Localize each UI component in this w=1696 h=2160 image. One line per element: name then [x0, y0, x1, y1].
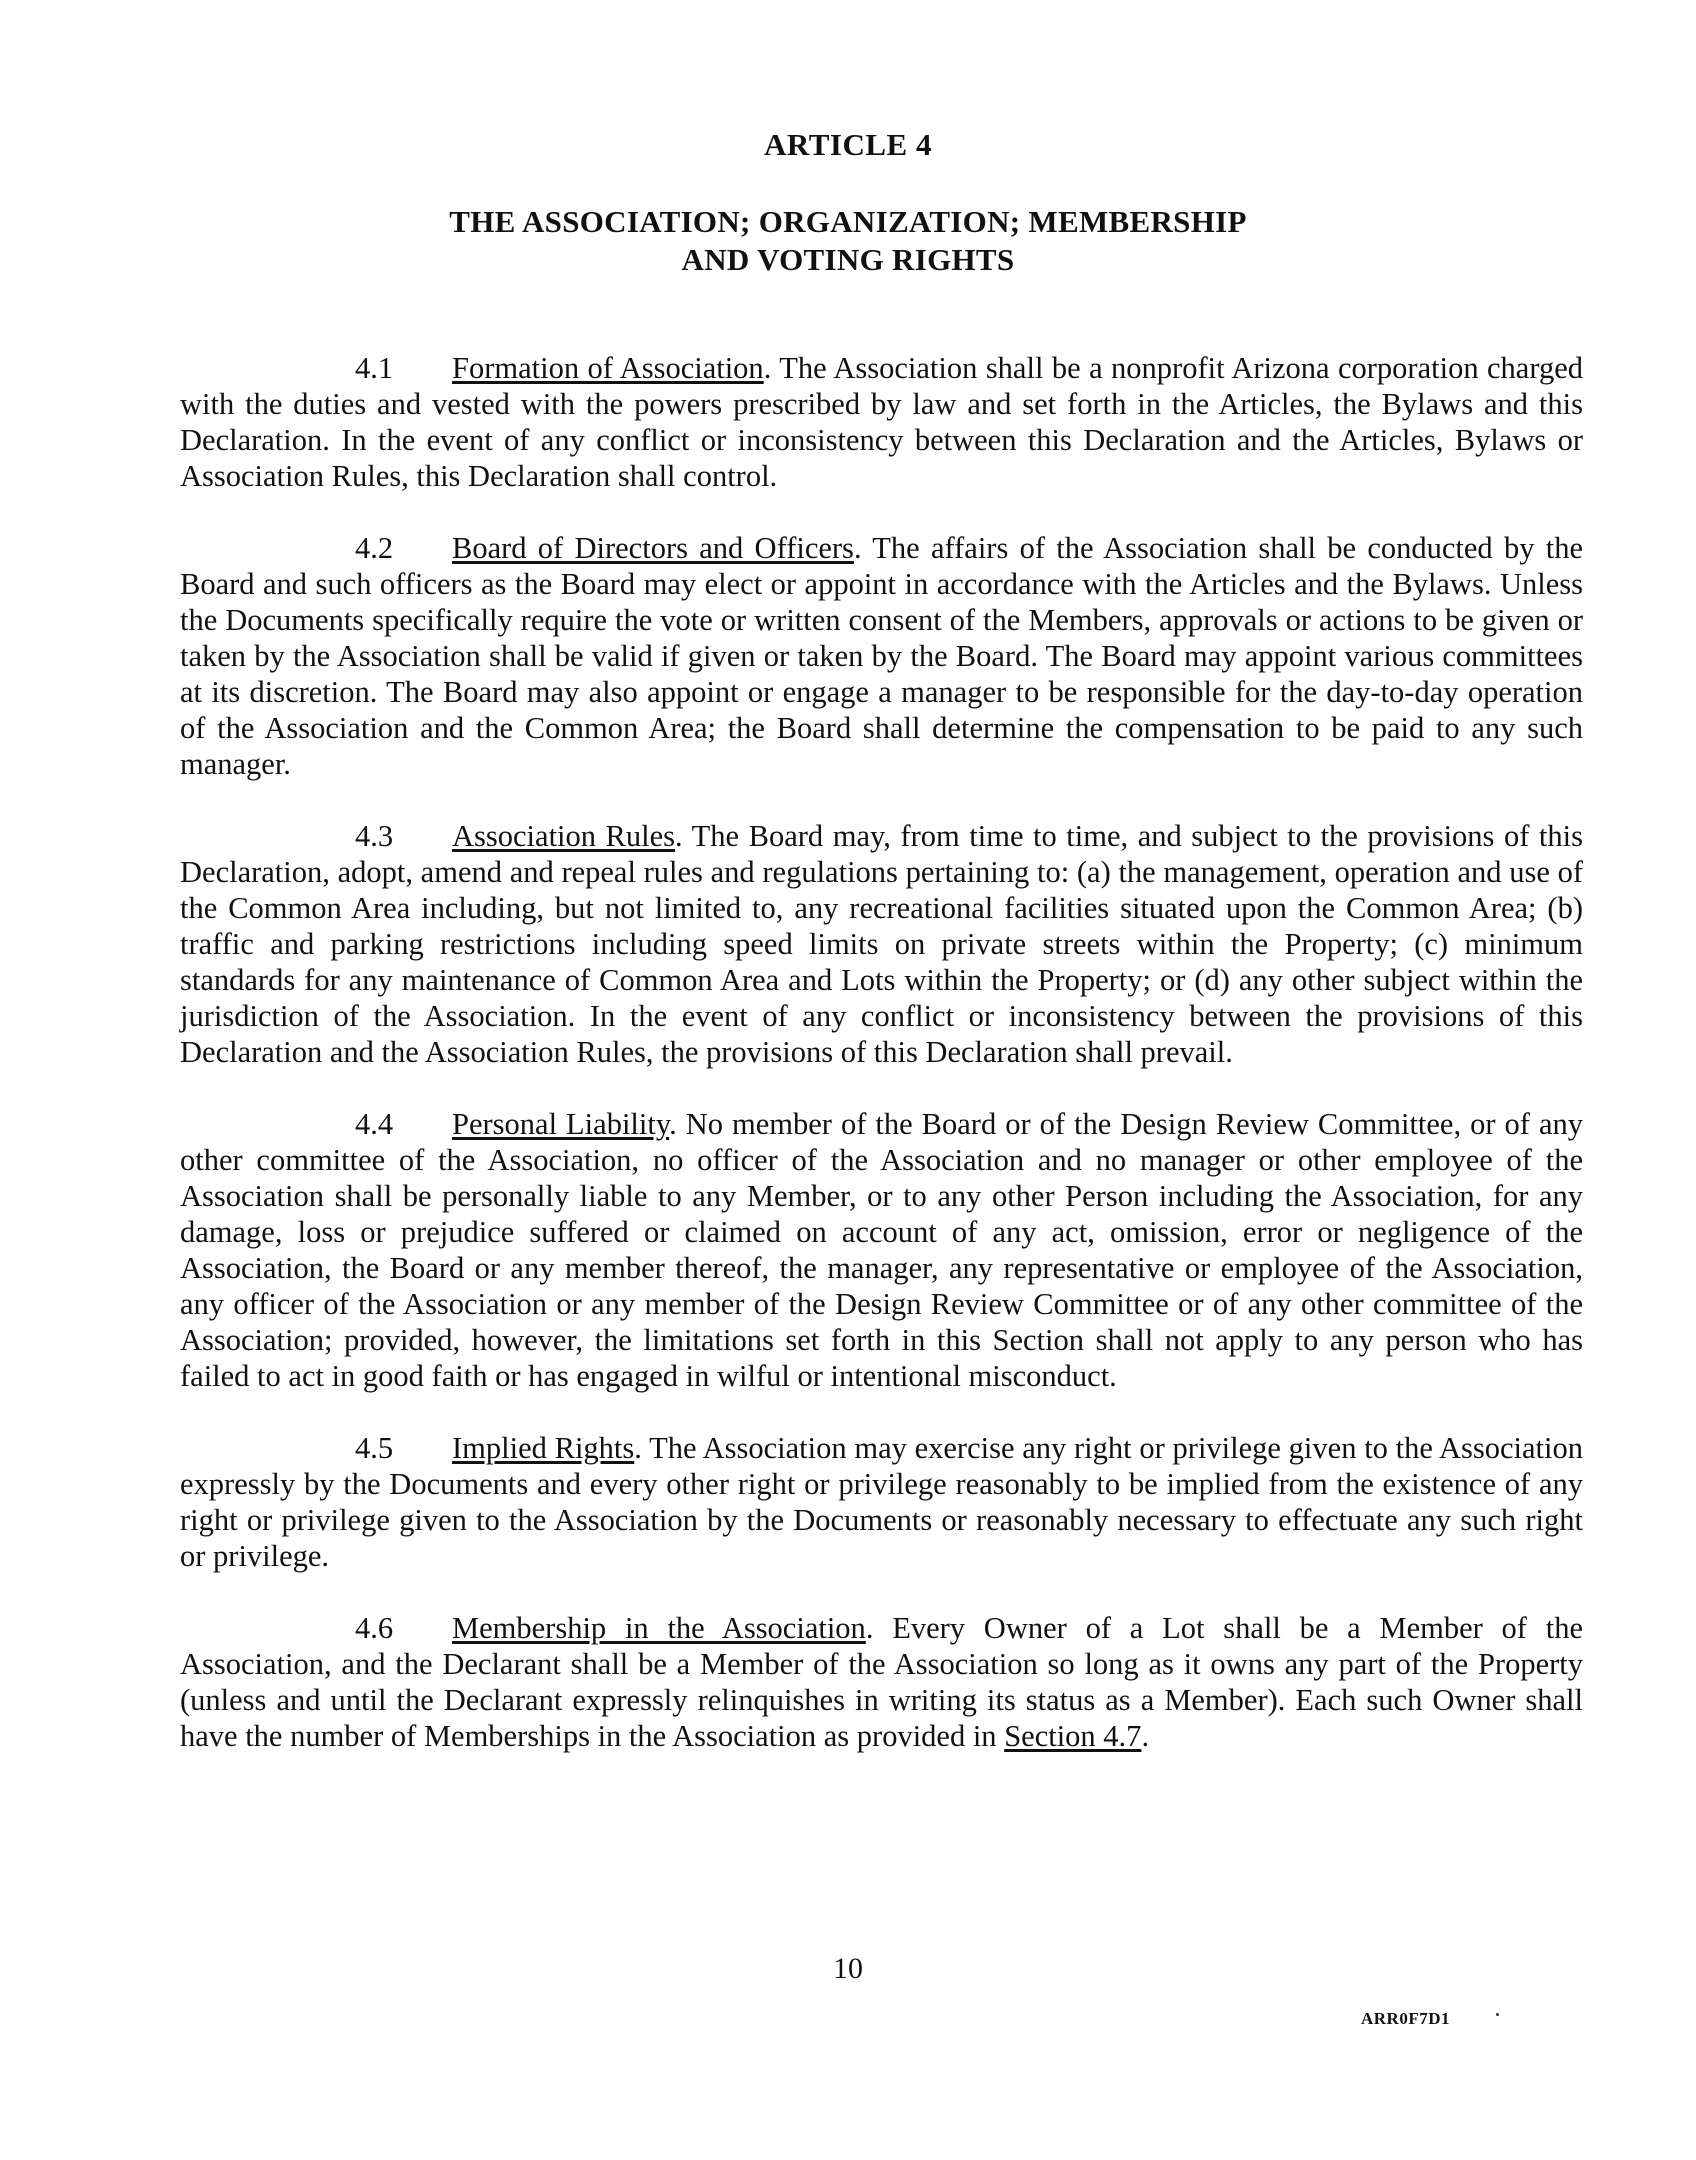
section-heading: Implied Rights [452, 1431, 635, 1465]
document-code: ARR0F7D1 [1361, 2009, 1450, 2028]
section-text-tail: . [1141, 1719, 1150, 1753]
section-number: 4.1 [355, 351, 394, 385]
article-body [180, 350, 1583, 1790]
section-cross-reference: Section 4.7 [1004, 1719, 1142, 1753]
page-number: 10 [833, 1952, 863, 1985]
section-number: 4.6 [355, 1611, 394, 1645]
article-title-line-2: AND VOTING RIGHTS [681, 242, 1015, 277]
section-number: 4.4 [355, 1107, 394, 1141]
section-4-2: 4.2 Board of Directors and Officers. The affairs of the Association shall be conducted by the Board and such officers as the Board may elect or appoint in accordance with the Articles and the Bylaws. Unless the Documents specifically require the vote or written consent of the Members, approvals or actions to be given or taken by the Association shall be valid if given or taken by the Board. The Board may appoint various committees at its discretion. The Board may also appoint or engage a manager to be responsible for the day-to-day operation of the Association and the Common Area; the Board shall determine the compensation to be paid to any such manager. [180, 531, 1583, 781]
article-title-line-1: THE ASSOCIATION; ORGANIZATION; MEMBERSHIP [449, 204, 1247, 239]
section-heading: Formation of Association [452, 351, 764, 385]
section-heading: Association Rules [452, 819, 676, 853]
section-text: The Board may, from time to time, and subject to the provisions of this Declaration, adopt, amend and repeal rules and regulations pertaining to: (a) the management, operation and use of the Common Area including, but not limited to, any recreational facilities situated upon the Common Area; (b) traffic and parking restrictions including speed limits on private streets within the Property; (c) minimum standards for any maintenance of Common Area and Lots within the Property; or (d) any other subject within the jurisdiction of the Association. In the event of any conflict or inconsistency between the provisions of this Declaration and the Association Rules, the provisions of this Declaration shall prevail. [180, 819, 1583, 1069]
section-text: Every Owner of a Lot shall be a Member of the Association, and the Declarant shall be a Member of the Association so long as it owns any part of the Property (unless and until the Declarant expressly relinquishes in writing its status as a Member). Each such Owner shall have the number of Memberships in the Association as provided in [180, 1611, 1583, 1753]
section-text: The Association may exercise any right or privilege given to the Association expressly by the Documents and every other right or privilege reasonably to be implied from the existence of any right or privilege given to the Association by the Documents or reasonably necessary to effectuate any such right or privilege. [180, 1431, 1583, 1573]
article-number: ARTICLE 4 [764, 127, 932, 162]
section-text: The affairs of the Association shall be conducted by the Board and such officers as the Board may elect or appoint in accordance with the Articles and the Bylaws. Unless the Documents specifically require the vote or written consent of the Members, approvals or actions to be given or taken by the Association shall be valid if given or taken by the Board. The Board may appoint various committees at its discretion. The Board may also appoint or engage a manager to be responsible for the day-to-day operation of the Association and the Common Area; the Board shall determine the compensation to be paid to any such manager. [180, 531, 1583, 781]
section-number: 4.3 [355, 819, 394, 853]
section-4-6: 4.6 Membership in the Association. Every Owner of a Lot shall be a Member of the Association, and the Declarant shall be a Member of the Association so long as it owns any part of the Property (unless and until the Declarant expressly relinquishes in writing its status as a Member). Each such Owner shall have the number of Memberships in the Association as provided in Section 4.7. [180, 1611, 1583, 1753]
article-title [0, 203, 1696, 279]
section-heading: Board of Directors and Officers [452, 531, 854, 565]
section-4-4: 4.4 Personal Liability. No member of the Board or of the Design Review Committee, or of any other committee of the Association, no officer of the Association and no manager or other employee of the Association shall be personally liable to any Member, or to any other Person including the Association, for any damage, loss or prejudice suffered or claimed on account of any act, omission, error or negligence of the Association, the Board or any member thereof, the manager, any representative or employee of the Association, any officer of the Association or any member of the Design Review Committee or of any other committee of the Association; provided, however, the limitations set forth in this Section shall not apply to any person who has failed to act in good faith or has engaged in wilful or intentional misconduct. [180, 1107, 1583, 1393]
section-4-1: 4.1 Formation of Association. The Association shall be a nonprofit Arizona corporation charged with the duties and vested with the powers prescribed by law and set forth in the Articles, the Bylaws and this Declaration. In the event of any conflict or inconsistency between this Declaration and the Articles, Bylaws or Association Rules, this Declaration shall control. [180, 351, 1583, 493]
section-heading: Membership in the Association [452, 1611, 866, 1645]
section-heading: Personal Liability [452, 1107, 670, 1141]
section-4-3: 4.3 Association Rules. The Board may, from time to time, and subject to the provisions of this Declaration, adopt, amend and repeal rules and regulations pertaining to: (a) the management, operation and use of the Common Area including, but not limited to, any recreational facilities situated upon the Common Area; (b) traffic and parking restrictions including speed limits on private streets within the Property; (c) minimum standards for any maintenance of Common Area and Lots within the Property; or (d) any other subject within the jurisdiction of the Association. In the event of any conflict or inconsistency between the provisions of this Declaration and the Association Rules, the provisions of this Declaration shall prevail. [180, 819, 1583, 1069]
section-text: No member of the Board or of the Design Review Committee, or of any other committee of the Association, no officer of the Association and no manager or other employee of the Association shall be personally liable to any Member, or to any other Person including the Association, for any damage, loss or prejudice suffered or claimed on account of any act, omission, error or negligence of the Association, the Board or any member thereof, the manager, any representative or employee of the Association, any officer of the Association or any member of the Design Review Committee or of any other committee of the Association; provided, however, the limitations set forth in this Section shall not apply to any person who has failed to act in good faith or has engaged in wilful or intentional misconduct. [180, 1107, 1583, 1393]
section-number: 4.5 [355, 1431, 394, 1465]
section-number: 4.2 [355, 531, 394, 565]
stray-mark [1496, 2013, 1499, 2016]
section-text: The Association shall be a nonprofit Arizona corporation charged with the duties and vested with the powers prescribed by law and set forth in the Articles, the Bylaws and this Declaration. In the event of any conflict or inconsistency between this Declaration and the Articles, Bylaws or Association Rules, this Declaration shall control. [180, 351, 1583, 493]
section-4-5: 4.5 Implied Rights. The Association may exercise any right or privilege given to the Association expressly by the Documents and every other right or privilege reasonably to be implied from the existence of any right or privilege given to the Association by the Documents or reasonably necessary to effectuate any such right or privilege. [180, 1431, 1583, 1573]
